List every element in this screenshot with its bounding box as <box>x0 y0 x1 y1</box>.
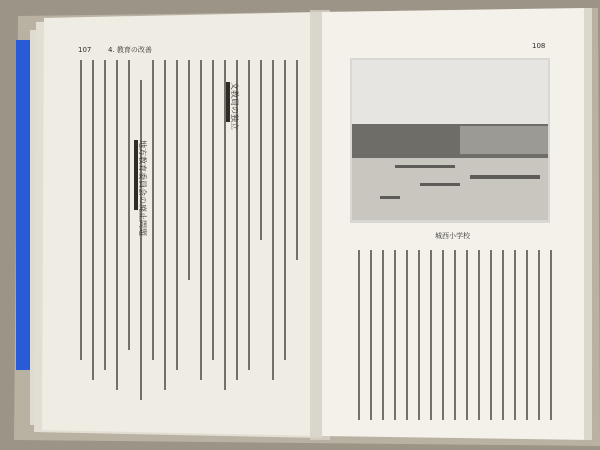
left-header-title: 4. 教育の改善 <box>108 46 152 54</box>
section-title: 文教局の独立 <box>230 82 239 130</box>
left-header-page-number: 107 <box>78 46 92 54</box>
right-page-number: 108 <box>532 42 546 50</box>
left-page <box>42 12 322 436</box>
photo-caption: 城西小学校 <box>435 232 470 240</box>
subsection-title: 地方教育委員会の廃止問題 <box>138 140 147 236</box>
school-photo <box>350 58 550 223</box>
